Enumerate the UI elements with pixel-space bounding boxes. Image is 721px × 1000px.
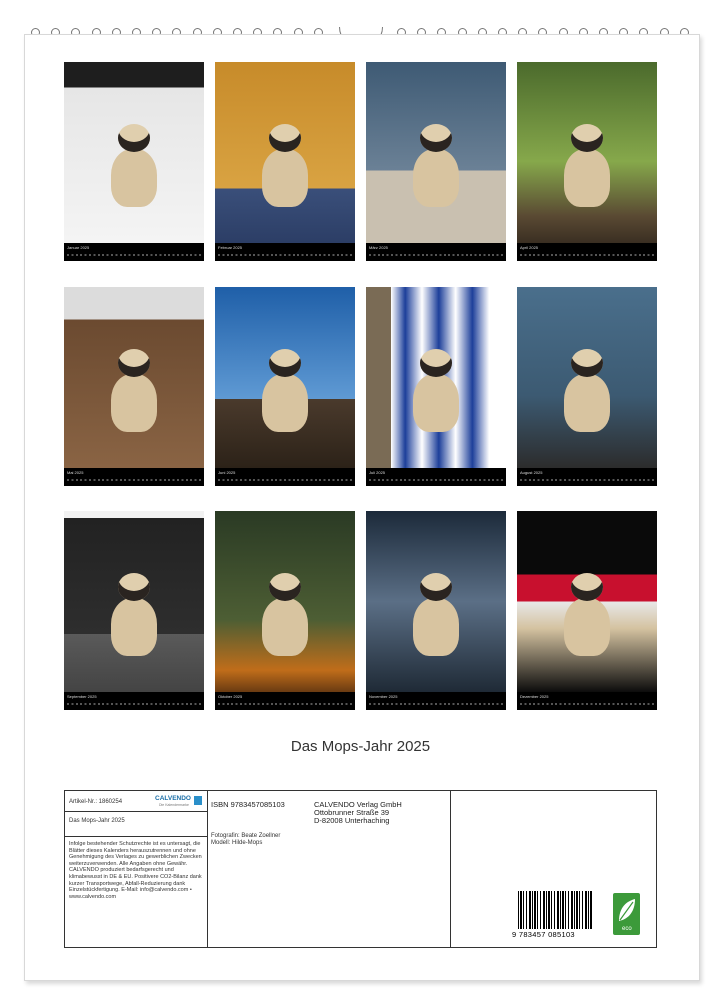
publisher-city: D-82008 Unterhaching xyxy=(314,816,390,825)
month-calendar-strip xyxy=(64,692,204,710)
month-label: Januar 2025 xyxy=(67,245,90,250)
pug-face xyxy=(420,349,452,377)
pug-face xyxy=(420,573,452,601)
pug-figure xyxy=(111,598,157,656)
month-label: Dezember 2025 xyxy=(520,694,549,699)
pug-face xyxy=(420,124,452,152)
publisher-name: CALVENDO Verlag GmbH xyxy=(314,800,402,809)
month-days-row xyxy=(67,479,201,481)
month-label: Juni 2025 xyxy=(218,470,236,475)
month-days-row xyxy=(369,703,503,705)
month-tile xyxy=(64,62,204,261)
month-days-row xyxy=(520,479,654,481)
pug-face xyxy=(571,349,603,377)
pug-figure xyxy=(262,374,308,432)
pug-figure xyxy=(262,149,308,207)
isbn: ISBN 9783457085103 xyxy=(211,800,285,809)
info-box xyxy=(64,790,657,948)
barcode-number: 9 783457 085103 xyxy=(512,930,575,939)
calvendo-logo-sub: Die Kalendermarke xyxy=(159,803,189,807)
month-days-row xyxy=(218,479,352,481)
eco-label: eco xyxy=(622,926,632,932)
calvendo-logo: CALVENDO xyxy=(155,795,191,802)
month-calendar-strip xyxy=(64,243,204,261)
month-tile xyxy=(215,62,355,261)
pug-face xyxy=(571,573,603,601)
month-days-row xyxy=(520,703,654,705)
pug-figure xyxy=(111,149,157,207)
pug-photo xyxy=(366,62,506,243)
pug-photo xyxy=(366,287,506,468)
month-tile xyxy=(64,287,204,486)
pug-figure xyxy=(564,374,610,432)
barcode xyxy=(518,891,592,929)
month-days-row xyxy=(67,703,201,705)
pug-face xyxy=(269,124,301,152)
pug-face xyxy=(571,124,603,152)
month-calendar-strip xyxy=(215,468,355,486)
info-column-right xyxy=(450,791,656,947)
pug-photo xyxy=(215,287,355,468)
pug-figure xyxy=(564,598,610,656)
month-calendar-strip xyxy=(215,692,355,710)
month-calendar-strip xyxy=(366,692,506,710)
pug-photo xyxy=(64,287,204,468)
month-days-row xyxy=(218,703,352,705)
month-days-row xyxy=(520,254,654,256)
month-tile xyxy=(366,287,506,486)
pug-figure xyxy=(413,374,459,432)
photographer: Fotografin: Beate Zoellner xyxy=(211,833,281,839)
legal-text: Infolge bestehender Schutzrechte ist es untersagt, die Blätter dieses Kalenders herauszutrennen und ohne Genehmigung des Verlages zu gewerblichen Zwecken weiterzuverwenden. Alle Angaben ohne Gewähr. CALVENDO produziert bedarfsgerecht und klimabewusst in DE & EU. Positivere CO2-Bilanz dank kurzer Transportwege, Abfall-Reduzierung dank Einzelstückfertigung. E-Mail: info@calvendo.com • www.calvendo.com xyxy=(69,841,202,900)
month-tile xyxy=(517,62,657,261)
month-tile xyxy=(517,511,657,710)
publisher-street: Ottobrunner Straße 39 xyxy=(314,808,390,817)
article-number: Artikel-Nr.: 1860254 xyxy=(69,799,123,805)
info-column-left xyxy=(65,791,208,947)
month-days-row xyxy=(218,254,352,256)
eco-badge xyxy=(613,893,640,935)
pug-photo xyxy=(517,511,657,692)
calvendo-logo-mark xyxy=(194,796,202,805)
pug-photo xyxy=(64,62,204,243)
pug-figure xyxy=(111,374,157,432)
month-calendar-strip xyxy=(517,243,657,261)
pug-figure xyxy=(413,149,459,207)
pug-photo xyxy=(64,511,204,692)
month-label: August 2025 xyxy=(520,470,543,475)
month-label: September 2025 xyxy=(67,694,97,699)
pug-photo xyxy=(215,511,355,692)
month-tile xyxy=(517,287,657,486)
product-title: Das Mops-Jahr 2025 xyxy=(69,818,125,824)
month-days-row xyxy=(369,479,503,481)
pug-figure xyxy=(564,149,610,207)
month-tile xyxy=(215,511,355,710)
pug-photo xyxy=(517,62,657,243)
pug-face xyxy=(118,573,150,601)
month-calendar-strip xyxy=(517,692,657,710)
month-days-row xyxy=(369,254,503,256)
pug-photo xyxy=(517,287,657,468)
month-label: März 2025 xyxy=(369,245,388,250)
pug-photo xyxy=(366,511,506,692)
month-calendar-strip xyxy=(517,468,657,486)
month-label: Juli 2025 xyxy=(369,470,386,475)
model: Modell: Hilde-Mops xyxy=(211,840,263,846)
month-tile xyxy=(366,62,506,261)
month-tile xyxy=(215,287,355,486)
pug-face xyxy=(118,124,150,152)
info-column-middle xyxy=(207,791,451,947)
month-calendar-strip xyxy=(366,468,506,486)
month-label: November 2025 xyxy=(369,694,398,699)
month-tile xyxy=(366,511,506,710)
month-label: April 2025 xyxy=(520,245,539,250)
month-calendar-strip xyxy=(366,243,506,261)
calendar-title: Das Mops-Jahr 2025 xyxy=(290,738,431,755)
month-tile xyxy=(64,511,204,710)
month-label: Oktober 2025 xyxy=(218,694,243,699)
pug-photo xyxy=(215,62,355,243)
month-calendar-strip xyxy=(64,468,204,486)
pug-figure xyxy=(262,598,308,656)
month-label: Februar 2025 xyxy=(218,245,243,250)
month-calendar-strip xyxy=(215,243,355,261)
pug-face xyxy=(269,573,301,601)
pug-face xyxy=(269,349,301,377)
pug-figure xyxy=(413,598,459,656)
month-days-row xyxy=(67,254,201,256)
month-label: Mai 2025 xyxy=(67,470,84,475)
pug-face xyxy=(118,349,150,377)
